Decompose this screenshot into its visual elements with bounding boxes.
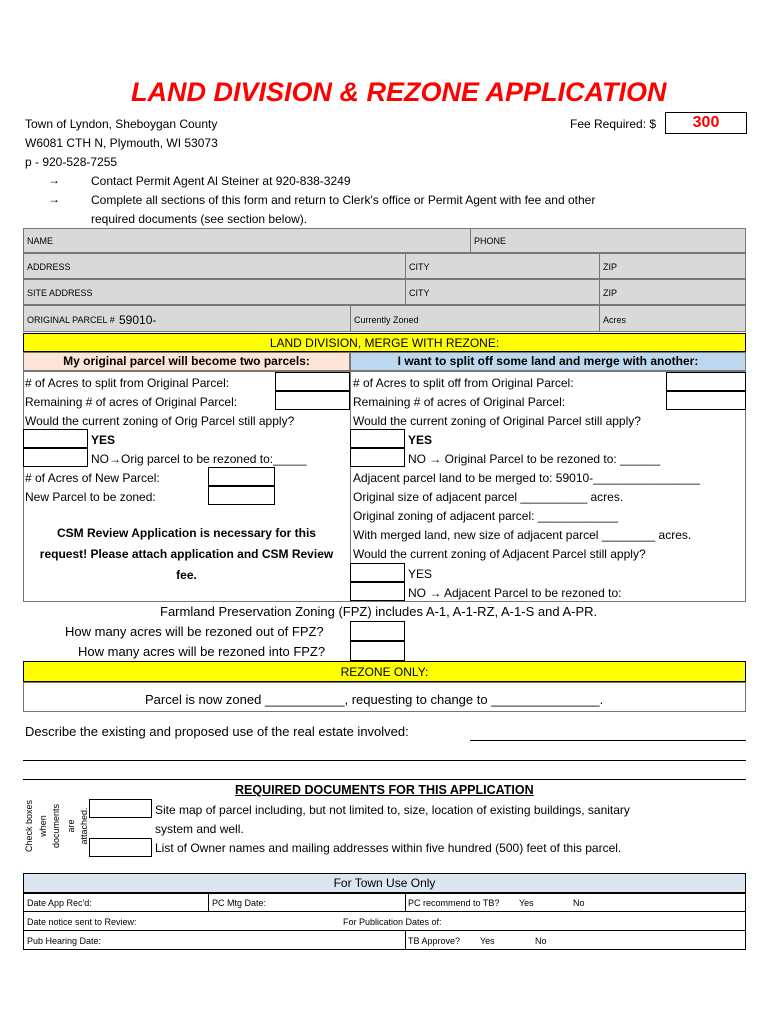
form-title: LAND DIVISION & REZONE APPLICATION xyxy=(131,77,667,107)
right-section-header: I want to split off some land and merge with another: xyxy=(350,352,746,371)
fpz-into-label: How many acres will be rezoned into FPZ? xyxy=(78,644,326,659)
left-zoning-apply-label: Would the current zoning of Orig Parcel still apply? xyxy=(25,414,295,428)
original-parcel-label: ORIGINAL PARCEL # xyxy=(27,315,115,325)
name-row[interactable] xyxy=(23,228,746,253)
right-yes-checkbox[interactable] xyxy=(350,429,405,448)
right-zoning-apply-label: Would the current zoning of Original Parcel still apply? xyxy=(353,414,641,428)
pc-recommend-label: PC recommend to TB? xyxy=(408,898,500,908)
merged-size-label: With merged land, new size of adjacent parcel ________ acres. xyxy=(353,528,692,542)
side-label-line3: documents xyxy=(51,803,61,849)
org-name: Town of Lyndon, Sheboygan County xyxy=(25,117,218,131)
right-no-label: NO → Original Parcel to be rezoned to: ______ xyxy=(408,452,661,466)
arrow-icon: → xyxy=(48,173,60,187)
org-address: W6081 CTH N, Plymouth, WI 53073 xyxy=(25,136,218,150)
submit-instruction: Complete all sections of this form and return to Clerk's office or Permit Agent with fee and other xyxy=(91,193,596,207)
adjacent-orig-size-label: Original size of adjacent parcel __________ acres. xyxy=(353,490,624,504)
right-no-checkbox[interactable] xyxy=(350,448,405,467)
pc-meeting-date-label: PC Mtg Date: xyxy=(212,898,267,908)
address-row[interactable] xyxy=(23,253,746,279)
zip-label: ZIP xyxy=(603,262,618,272)
date-received-label: Date App Rec'd: xyxy=(27,898,92,908)
owner-list-requirement: List of Owner names and mailing addresses within five hundred (500) feet of this parcel. xyxy=(155,841,622,855)
required-docs-title: REQUIRED DOCUMENTS FOR THIS APPLICATION xyxy=(235,783,534,797)
side-label-line4: are xyxy=(66,819,76,833)
fpz-into-input[interactable] xyxy=(350,641,405,661)
site-city-label: CITY xyxy=(409,288,430,298)
original-parcel-value: 59010- xyxy=(119,313,157,327)
fpz-description: Farmland Preservation Zoning (FPZ) includes A-1, A-1-RZ, A-1-S and A-PR. xyxy=(160,604,598,619)
city-label: CITY xyxy=(409,262,430,272)
submit-instruction-cont: required documents (see section below). xyxy=(91,212,308,226)
site-map-checkbox[interactable] xyxy=(89,799,152,818)
rezone-only-banner: REZONE ONLY: xyxy=(23,661,746,682)
left-no-checkbox[interactable] xyxy=(23,448,88,467)
csm-notice-line2: request! Please attach application and CSM Review xyxy=(39,547,334,561)
contact-instruction: Contact Permit Agent Al Steiner at 920-838-3249 xyxy=(91,174,351,188)
pc-recommend-no[interactable]: No xyxy=(573,898,585,908)
right-remaining-input[interactable] xyxy=(666,391,746,410)
site-address-label: SITE ADDRESS xyxy=(27,288,93,298)
fpz-out-label: How many acres will be rezoned out of FPZ? xyxy=(65,624,324,639)
right-acres-split-label: # of Acres to split off from Original Parcel: xyxy=(353,376,574,390)
describe-use-label: Describe the existing and proposed use of the real estate involved: xyxy=(25,724,409,739)
right-yes-label: YES xyxy=(408,433,433,447)
side-label-line5: attached. xyxy=(79,807,89,845)
adjacent-yes-label: YES xyxy=(408,567,433,581)
left-yes-label: YES xyxy=(91,433,116,447)
pub-hearing-date-label: Pub Hearing Date: xyxy=(27,936,102,946)
csm-notice-line3: fee. xyxy=(176,568,197,582)
site-address-row[interactable] xyxy=(23,279,746,305)
adjacent-parcel-label: Adjacent parcel land to be merged to: 59010-________________ xyxy=(353,471,700,485)
owner-list-checkbox[interactable] xyxy=(89,838,152,857)
adjacent-zoning-apply-label: Would the current zoning of Adjacent Parcel still apply? xyxy=(353,547,646,561)
tb-approve-yes[interactable]: Yes xyxy=(480,936,495,946)
right-acres-split-input[interactable] xyxy=(666,372,746,391)
name-label: NAME xyxy=(27,236,54,246)
adjacent-orig-zoning-label: Original zoning of adjacent parcel: ____________ xyxy=(353,509,618,523)
arrow-icon: → xyxy=(48,192,60,206)
left-remaining-label: Remaining # of acres of Original Parcel: xyxy=(25,395,238,409)
tb-approve-label: TB Approve? xyxy=(408,936,461,946)
date-notice-label: Date notice sent to Review: xyxy=(27,917,137,927)
left-remaining-input[interactable] xyxy=(275,391,350,410)
left-no-label: NO→Orig parcel to be rezoned to:_____ xyxy=(91,452,307,466)
phone-label: PHONE xyxy=(474,236,507,246)
acres-label: Acres xyxy=(603,315,627,325)
csm-notice-line1: CSM Review Application is necessary for this xyxy=(57,526,316,540)
left-acres-split-label: # of Acres to split from Original Parcel: xyxy=(25,376,230,390)
describe-line-3[interactable] xyxy=(23,779,746,780)
address-label: ADDRESS xyxy=(27,262,71,272)
town-use-header: For Town Use Only xyxy=(23,873,746,893)
left-yes-checkbox[interactable] xyxy=(23,429,88,448)
fpz-out-input[interactable] xyxy=(350,621,405,641)
fee-label: Fee Required: $ xyxy=(570,117,657,131)
publication-dates-label: For Publication Dates of: xyxy=(343,917,442,927)
right-remaining-label: Remaining # of acres of Original Parcel: xyxy=(353,395,566,409)
new-parcel-acres-input[interactable] xyxy=(208,467,275,486)
rezone-line: Parcel is now zoned ___________, requesting to change to _______________. xyxy=(145,692,604,707)
currently-zoned-label: Currently Zoned xyxy=(354,315,419,325)
pc-recommend-yes[interactable]: Yes xyxy=(519,898,534,908)
new-parcel-zoned-input[interactable] xyxy=(208,486,275,505)
side-label-line2: when xyxy=(38,815,48,837)
describe-line-2[interactable] xyxy=(23,760,746,761)
land-division-banner: LAND DIVISION, MERGE WITH REZONE: xyxy=(23,333,746,352)
site-map-requirement: Site map of parcel including, but not limited to, size, location of existing buildings, sanitary xyxy=(155,803,630,817)
site-zip-label: ZIP xyxy=(603,288,618,298)
org-phone: p - 920-528-7255 xyxy=(25,155,118,169)
side-label-line1: Check boxes xyxy=(24,799,34,853)
fee-amount: 300 xyxy=(665,112,747,134)
describe-line-1[interactable] xyxy=(470,740,746,741)
site-map-requirement-cont: system and well. xyxy=(155,822,244,836)
adjacent-no-checkbox[interactable] xyxy=(350,582,405,601)
adjacent-no-label: NO → Adjacent Parcel to be rezoned to: xyxy=(408,586,622,600)
new-parcel-acres-label: # of Acres of New Parcel: xyxy=(25,471,160,485)
adjacent-yes-checkbox[interactable] xyxy=(350,563,405,582)
left-section-header: My original parcel will become two parcels: xyxy=(23,352,350,371)
new-parcel-zoned-label: New Parcel to be zoned: xyxy=(25,490,156,504)
left-acres-split-input[interactable] xyxy=(275,372,350,391)
tb-approve-no[interactable]: No xyxy=(535,936,547,946)
